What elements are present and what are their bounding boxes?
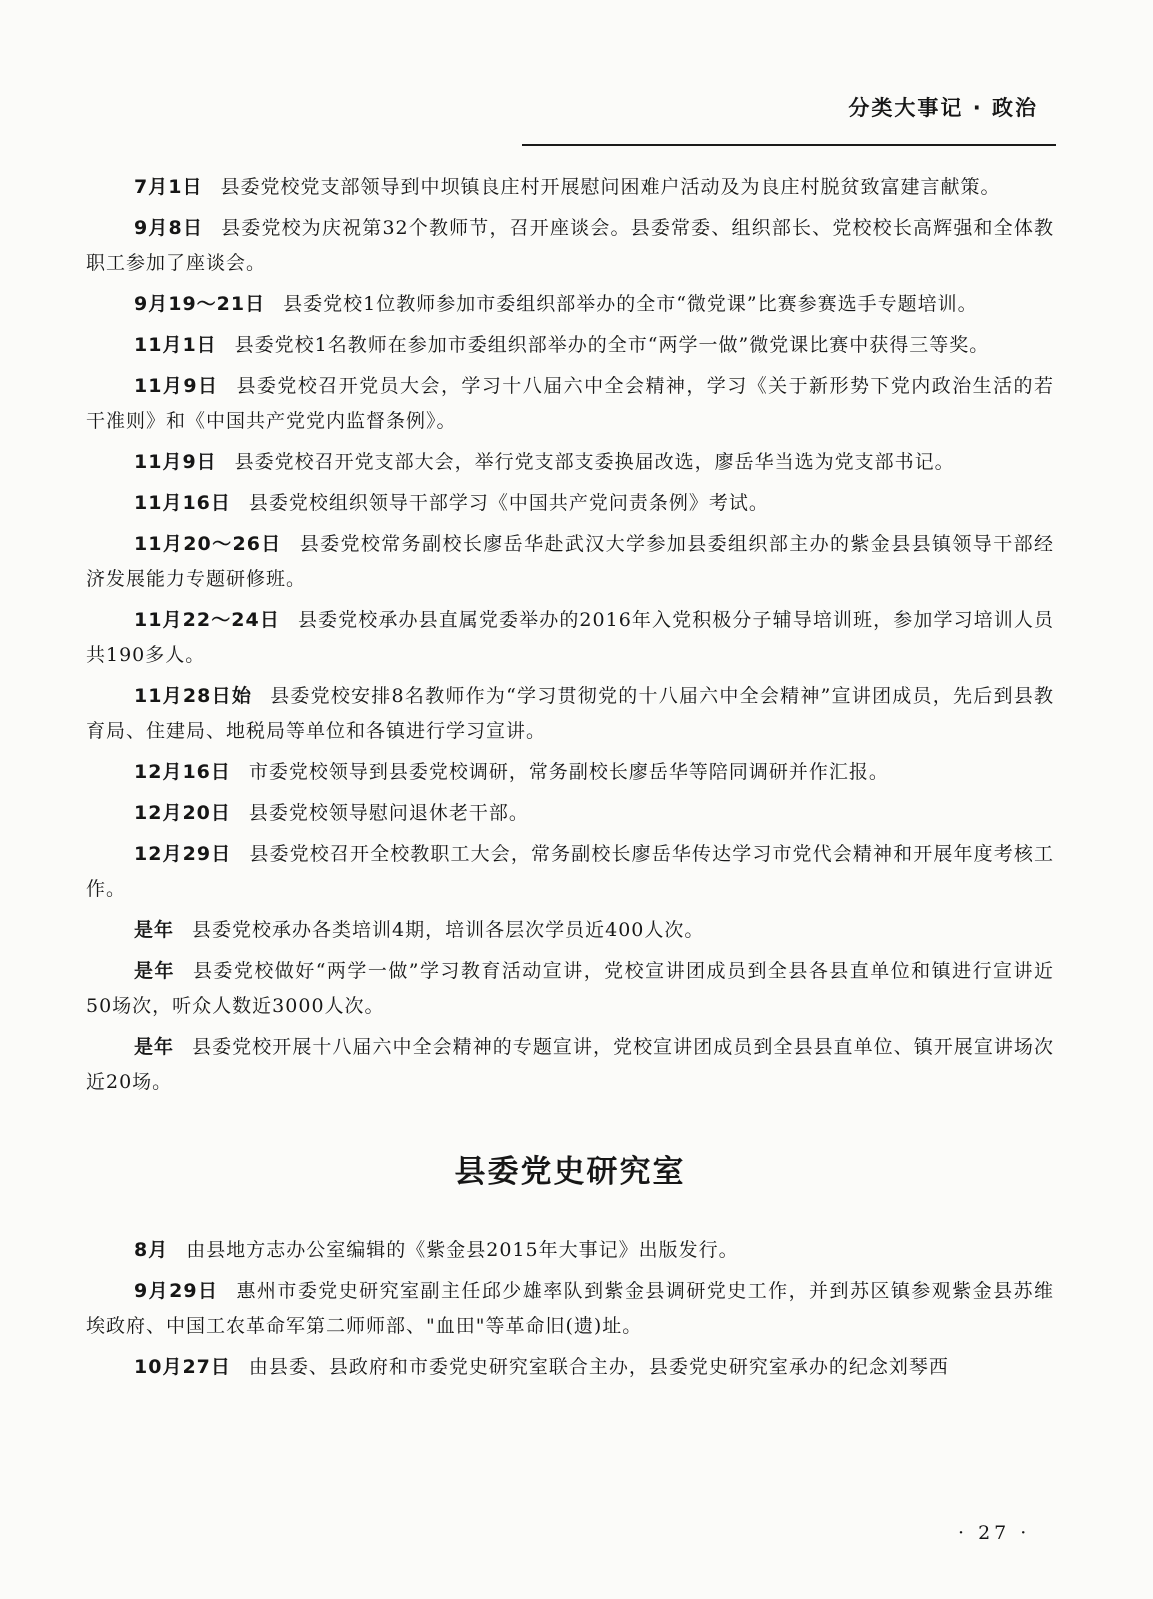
entry-text: 由县委、县政府和市委党史研究室联合主办，县委党史研究室承办的纪念刘琴西 [248,1356,949,1378]
entry-date: 11月20～26日 [134,533,282,555]
section-title: 县委党史研究室 [454,1154,686,1190]
entry-date: 11月22～24日 [134,609,280,631]
entry [86,913,1054,948]
entry-date: 是年 [134,960,175,982]
entry-text: 由县地方志办公室编辑的《紫金县2015年大事记》出版发行。 [186,1239,739,1261]
entry [86,755,1054,790]
entry-date: 11月28日始 [134,685,253,707]
entry-text: 县委党校1名教师在参加市委组织部举办的全市“两学一做”微党课比赛中获得三等奖。 [234,334,990,356]
entry-date: 是年 [134,919,175,941]
entry [86,211,1054,281]
entry-date: 是年 [134,1036,175,1058]
entry-date: 10月27日 [134,1356,231,1378]
entry [86,486,1054,521]
entry-text: 惠州市委党史研究室副主任邱少雄率队到紫金县调研党史工作，并到苏区镇参观紫金县苏维埃政府、中国工农革命军第二师师部、"血田"等革命旧(遗)址。 [86,1280,1054,1337]
entry [86,1233,1054,1268]
entry-text: 县委党校组织领导干部学习《中国共产党问责条例》考试。 [248,492,769,514]
entry-date: 11月9日 [134,451,217,473]
entry [86,796,1054,831]
entry [86,527,1054,597]
entry-text: 县委党校领导慰问退休老干部。 [248,802,529,824]
entry-date: 11月1日 [134,334,217,356]
entry-date: 7月1日 [134,176,203,198]
entry-date: 9月29日 [134,1280,219,1302]
entry [86,1350,1054,1385]
entry-text: 县委党校为庆祝第32个教师节，召开座谈会。县委常委、组织部长、党校校长高辉强和全体教职工参加了座谈会。 [86,217,1054,274]
entries-list [86,170,1054,1100]
header-title: 分类大事记 · 政治 [848,96,1038,120]
entry [86,1030,1054,1100]
entry [86,170,1054,205]
entry-date: 12月29日 [134,843,232,865]
section-entries-list [86,1233,1054,1385]
entry-text: 县委党校召开党支部大会，举行党支部支委换届改选，廖岳华当选为党支部书记。 [234,451,955,473]
entry-date: 8月 [134,1239,169,1261]
entry-date: 11月16日 [134,492,231,514]
entry-text: 县委党校安排8名教师作为“学习贯彻党的十八届六中全会精神”宣讲团成员，先后到县教育局、住建局、地税局等单位和各镇进行学习宣讲。 [86,685,1054,742]
entry [86,837,1054,907]
entry-text: 县委党校常务副校长廖岳华赴武汉大学参加县委组织部主办的紫金县县镇领导干部经济发展能力专题研修班。 [86,533,1054,590]
entry-date: 11月9日 [134,375,219,397]
entry [86,369,1054,439]
entry-text: 市委党校领导到县委党校调研，常务副校长廖岳华等陪同调研并作汇报。 [248,761,889,783]
entry [86,1274,1054,1344]
entry-text: 县委党校承办各类培训4期，培训各层次学员近400人次。 [192,919,705,941]
entry-text: 县委党校做好“两学一做”学习教育活动宣讲，党校宣讲团成员到全县各县直单位和镇进行宣讲近50场次，听众人数近3000人次。 [86,960,1054,1017]
entry [86,603,1054,673]
entry [86,445,1054,480]
entry-text: 县委党校开展十八届六中全会精神的专题宣讲，党校宣讲团成员到全县县直单位、镇开展宣讲场次近20场。 [86,1036,1054,1093]
entry [86,287,1054,322]
entry-date: 12月20日 [134,802,231,824]
entry-text: 县委党校承办县直属党委举办的2016年入党积极分子辅导培训班，参加学习培训人员共190多人。 [86,609,1054,666]
entry [86,328,1054,363]
entry-text: 县委党校党支部领导到中坝镇良庄村开展慰问困难户活动及为良庄村脱贫致富建言献策。 [220,176,1001,198]
page-number: · 27 · [958,1522,1031,1544]
entry-text: 县委党校召开党员大会，学习十八届六中全会精神，学习《关于新形势下党内政治生活的若干准则》和《中国共产党党内监督条例》。 [86,375,1054,432]
entry-text: 县委党校召开全校教职工大会，常务副校长廖岳华传达学习市党代会精神和开展年度考核工作。 [86,843,1054,900]
entry-text: 县委党校1位教师参加市委组织部举办的全市“微党课”比赛参赛选手专题培训。 [283,293,978,315]
entry [86,679,1054,749]
running-header [522,88,1056,146]
entry-date: 9月19～21日 [134,293,266,315]
entry-date: 12月16日 [134,761,231,783]
entry [86,954,1054,1024]
entry-date: 9月8日 [134,217,204,239]
page-content [86,170,1054,1391]
